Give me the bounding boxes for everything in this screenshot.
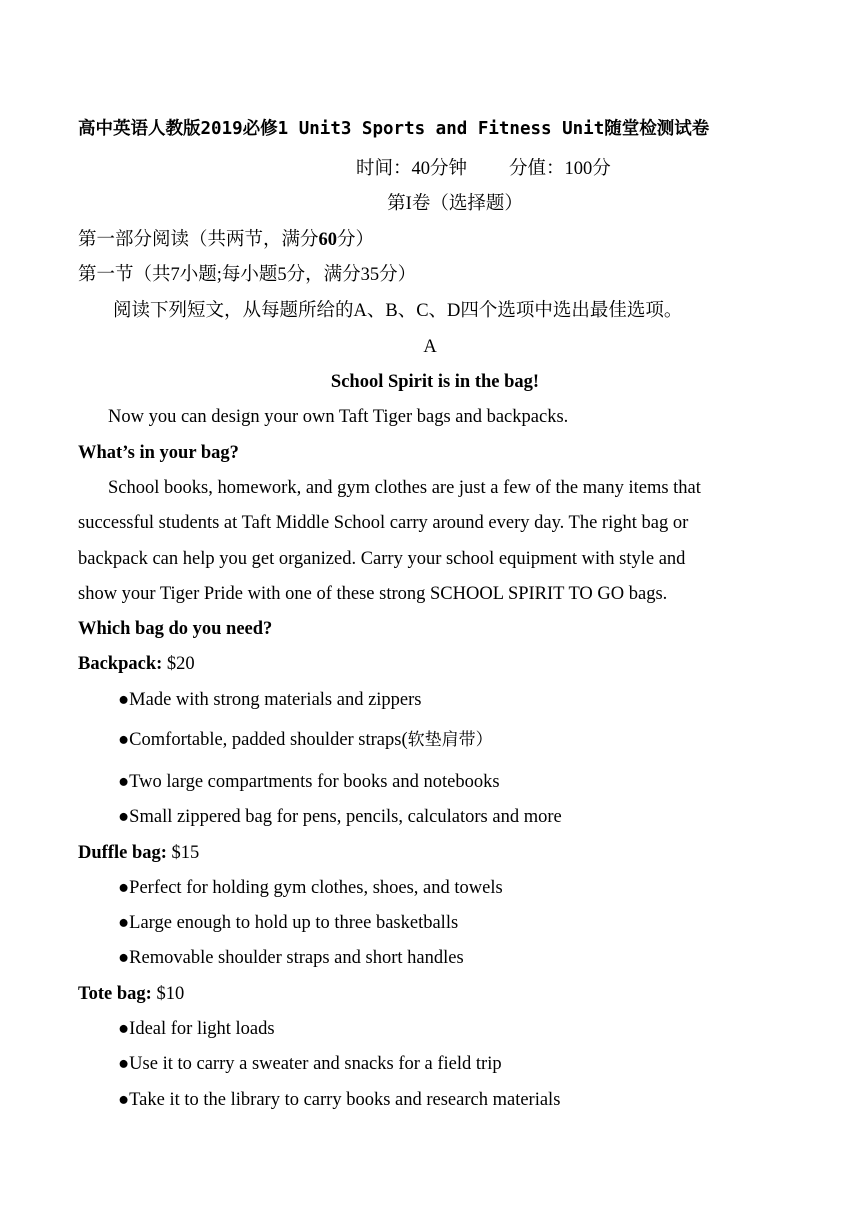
passage-heading: School Spirit is in the bag! (330, 372, 540, 392)
part-one-suffix: 分） (337, 230, 375, 250)
backpack-feature-gloss: 软垫肩带） (407, 730, 493, 750)
duffle-feature: ●Perfect for holding gym clothes, shoes, and towels (118, 878, 503, 898)
section-one-heading: 第一节（共7小题;每小题5分，满分35分） (78, 265, 417, 285)
paragraph-line: School books, homework, and gym clothes are just a few of the many items that (108, 478, 701, 498)
paragraph-line: backpack can help you get organized. Carry your school equipment with style and (78, 549, 686, 569)
backpack-price: $20 (166, 654, 195, 674)
time-info: 时间：40分钟 (356, 159, 468, 179)
paragraph-line: successful students at Taft Middle School carry around every day. The right bag or (78, 513, 689, 533)
backpack-name: Backpack: (78, 654, 163, 674)
backpack-feature-text: ●Comfortable, padded shoulder straps( (118, 730, 408, 750)
duffle-name: Duffle bag: (78, 843, 167, 863)
duffle-feature: ●Large enough to hold up to three basketballs (118, 913, 459, 933)
tote-feature: ●Ideal for light loads (118, 1019, 275, 1039)
part-one-score: 60 (318, 230, 338, 250)
tote-name: Tote bag: (78, 984, 152, 1004)
duffle-price: $15 (171, 843, 200, 863)
volume-label: 第I卷（选择题） (387, 194, 523, 214)
question-whats-in-bag: What’s in your bag? (78, 443, 239, 463)
backpack-heading (78, 652, 195, 676)
duffle-feature: ●Removable shoulder straps and short handles (118, 948, 464, 968)
part-one-prefix: 第一部分阅读（共两节，满分 (78, 230, 319, 250)
backpack-feature (118, 728, 493, 752)
directions: 阅读下列短文，从每题所给的A、B、C、D四个选项中选出最佳选项。 (113, 301, 683, 321)
question-which-bag: Which bag do you need? (78, 619, 273, 639)
tote-heading (78, 982, 184, 1006)
backpack-feature: ●Small zippered bag for pens, pencils, calculators and more (118, 807, 562, 827)
exam-title: 高中英语人教版2019必修1 Unit3 Sports and Fitness Unit随堂检测试卷 (78, 119, 710, 139)
backpack-feature: ●Made with strong materials and zippers (118, 690, 422, 710)
passage-label: A (423, 337, 437, 357)
tote-price: $10 (156, 984, 185, 1004)
tote-feature: ●Take it to the library to carry books and research materials (118, 1090, 561, 1110)
paragraph-line: show your Tiger Pride with one of these strong SCHOOL SPIRIT TO GO bags. (78, 584, 668, 604)
score-info: 分值：100分 (509, 159, 611, 179)
duffle-heading (78, 841, 199, 865)
backpack-feature: ●Two large compartments for books and notebooks (118, 772, 500, 792)
tote-feature: ●Use it to carry a sweater and snacks for a field trip (118, 1054, 502, 1074)
passage-intro: Now you can design your own Taft Tiger bags and backpacks. (108, 407, 569, 427)
part-one-heading (78, 228, 374, 252)
